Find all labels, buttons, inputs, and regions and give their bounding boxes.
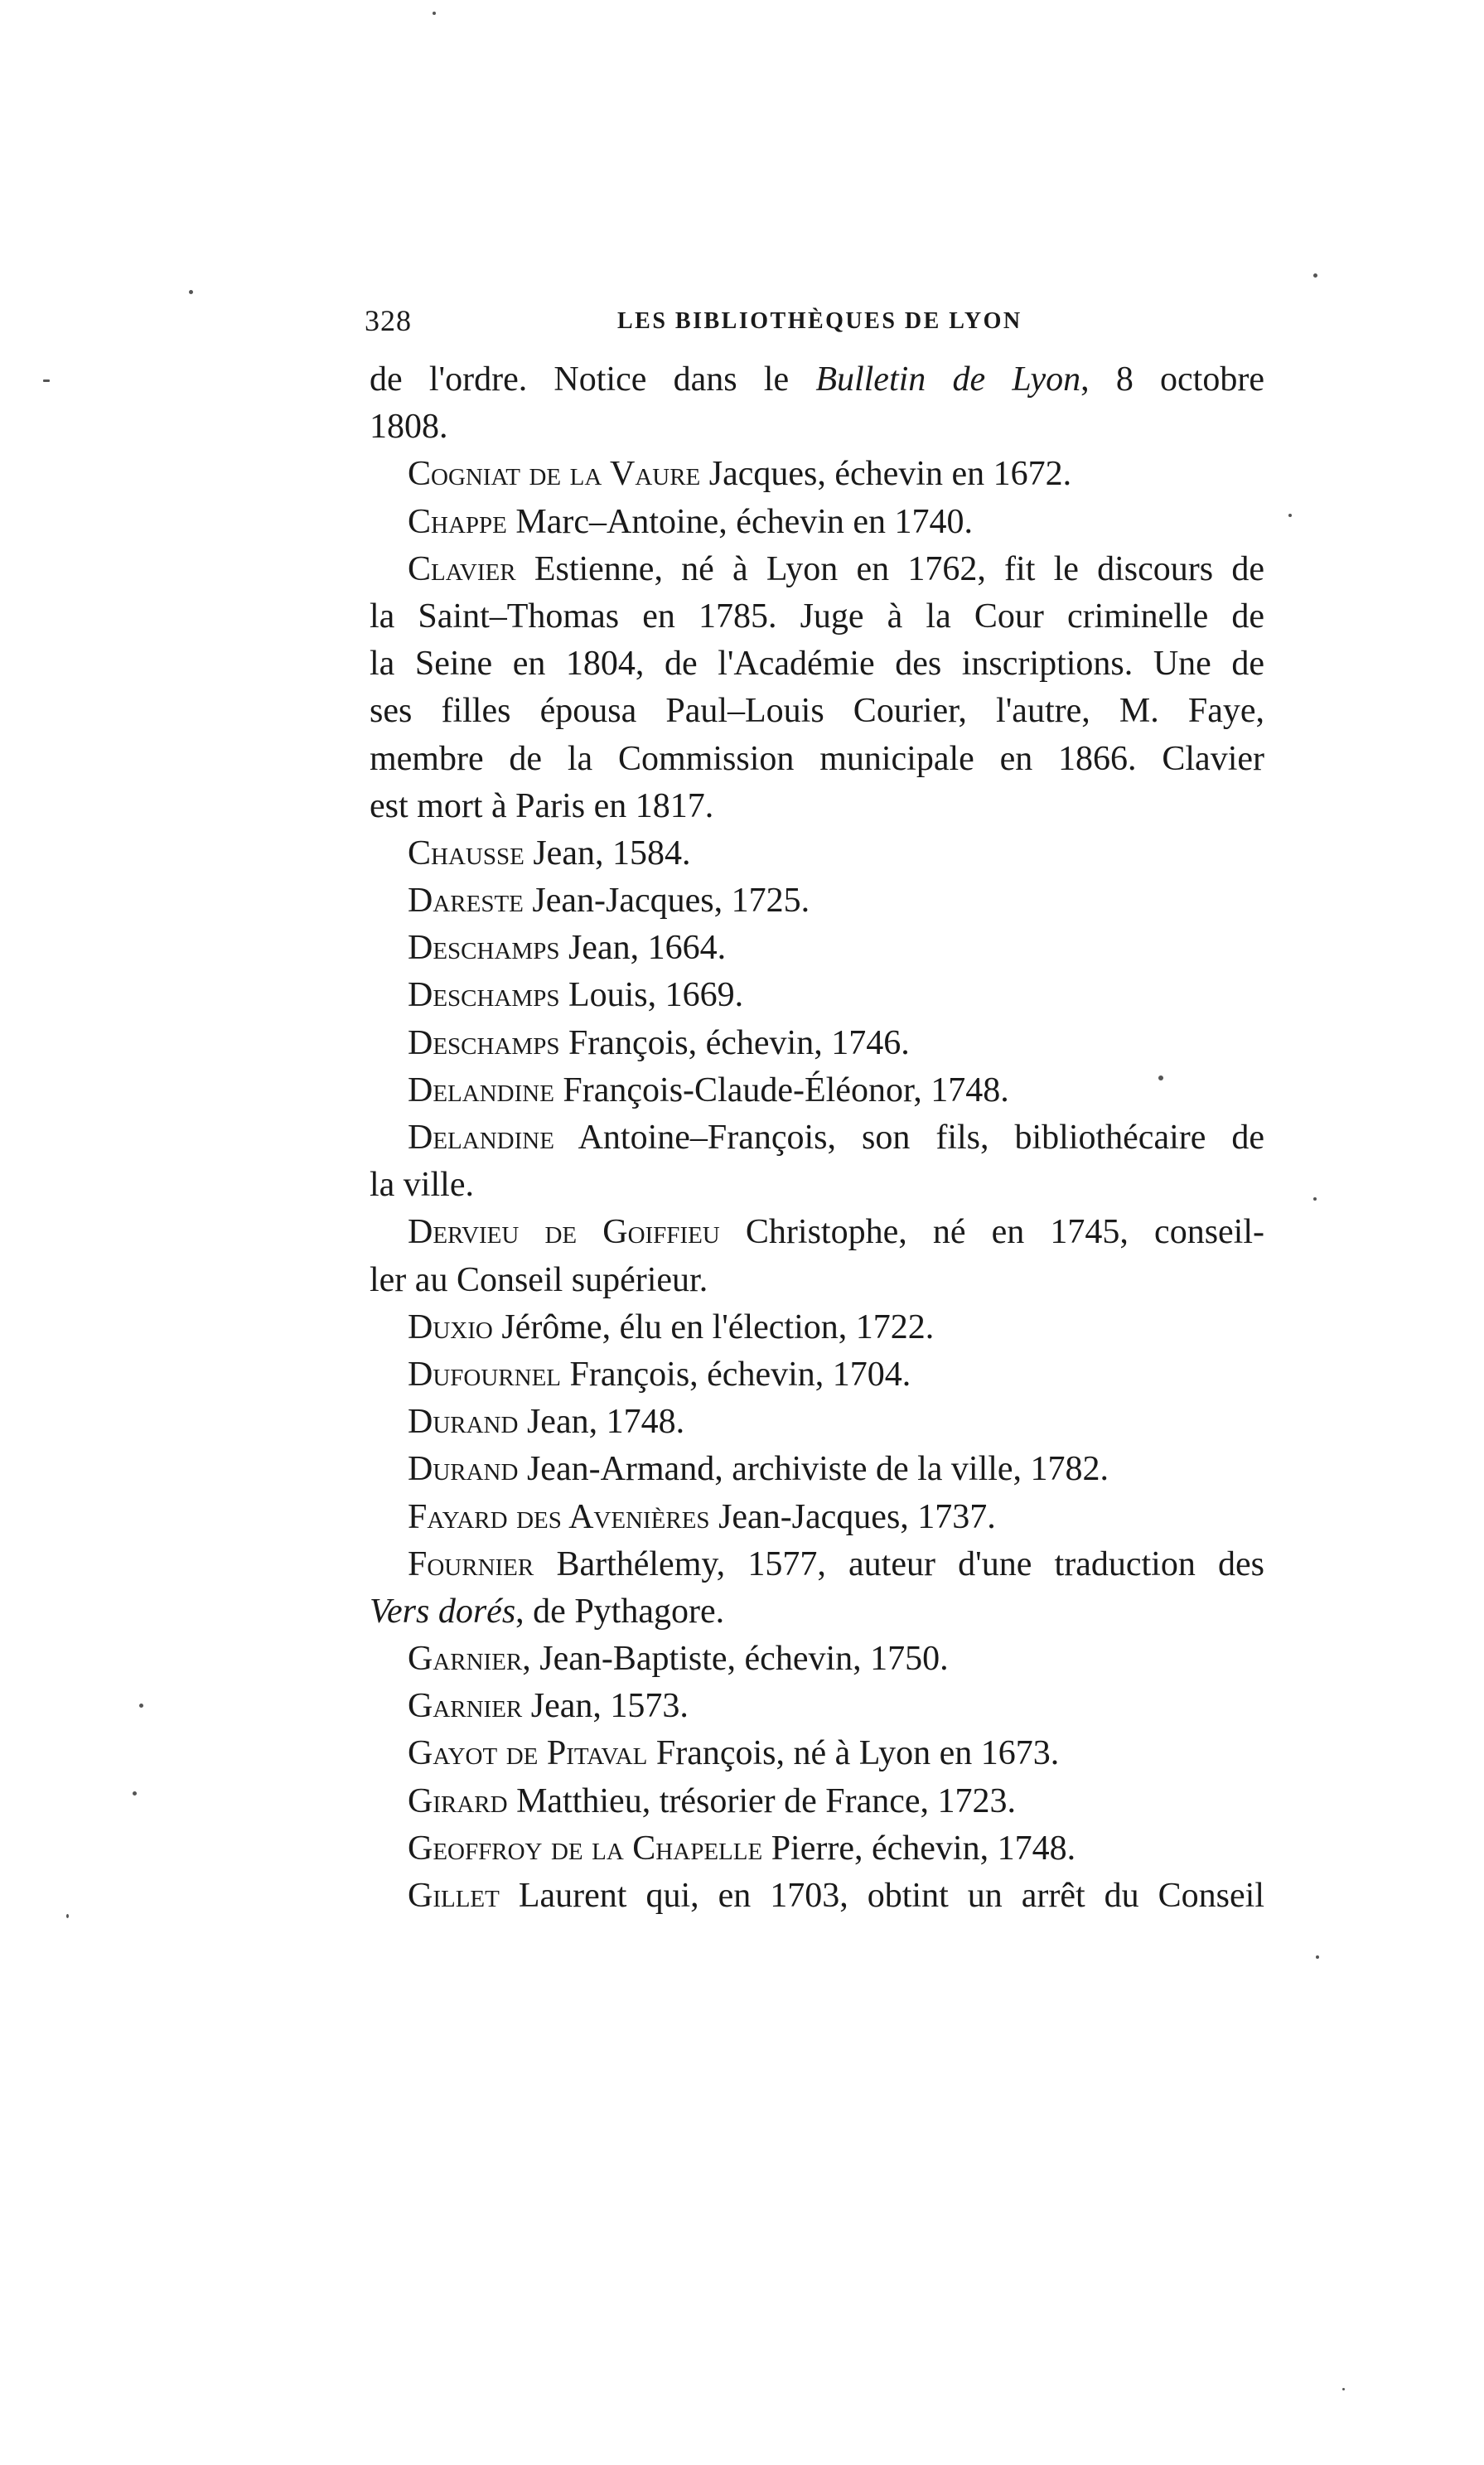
entry-line <box>370 451 1264 498</box>
entry-text: Jean-Jacques, 1737. <box>709 1497 996 1536</box>
entry-text: François, né à Lyon en 1673. <box>647 1734 1060 1773</box>
work-title: Vers dorés <box>370 1592 516 1631</box>
entry-name: Duxio <box>408 1307 493 1346</box>
entry-name: Deschamps <box>408 976 560 1015</box>
entry-text: , de Pythagore. <box>515 1592 725 1631</box>
entry-line <box>370 1541 1264 1588</box>
entry-text: François, échevin, 1746. <box>559 1023 910 1062</box>
entry-line <box>370 1730 1264 1777</box>
entry-text: Jean-Jacques, 1725. <box>523 882 810 921</box>
entry-name: Durand <box>408 1450 519 1489</box>
entry-name: Garnier <box>408 1687 523 1726</box>
paper-speck <box>1158 1075 1163 1080</box>
entry-text: Jean, 1584. <box>524 834 691 872</box>
entry-text: François-Claude-Éléonor, 1748. <box>553 1071 1009 1109</box>
entry-line <box>370 1494 1264 1541</box>
entry-name: Cogniat de la Vaure <box>408 455 701 494</box>
entry-text: Jean, 1664. <box>559 929 727 968</box>
entry-line <box>370 1067 1264 1114</box>
entry-name: Fayard des Avenières <box>408 1497 710 1536</box>
entry-name: Delandine <box>408 1119 554 1157</box>
entry-name: Gillet <box>408 1877 500 1915</box>
entry-line <box>370 1020 1264 1067</box>
entry-name: Durand <box>408 1403 519 1442</box>
entry-line <box>370 546 1264 593</box>
entry-text: Matthieu, trésorier de France, 1723. <box>507 1781 1017 1820</box>
text-line: la ville. <box>370 1166 474 1205</box>
entry-name: Gayot <box>408 1734 498 1773</box>
paper-speck <box>1313 273 1317 278</box>
running-title: LES BIBLIOTHÈQUES DE LYON <box>617 308 1022 334</box>
entry-line <box>370 1683 1264 1730</box>
entry-line <box>370 1351 1264 1399</box>
entry-line <box>370 1825 1264 1873</box>
entry-text: , Jean-Baptiste, échevin, 1750. <box>522 1640 949 1679</box>
paper-speck <box>43 379 50 382</box>
entry-name: Geoffroy de la Chapelle <box>408 1829 763 1868</box>
entry-name: Chausse <box>408 834 524 872</box>
text-span: de l'ordre. Notice dans le <box>370 360 816 399</box>
text-span: , 8 octobre <box>1080 360 1264 399</box>
entry-line <box>370 1114 1264 1162</box>
entry-line <box>370 1209 1264 1256</box>
entry-name: Garnier <box>408 1640 523 1679</box>
paper-speck <box>66 1914 69 1918</box>
text-line: 1808. <box>370 408 448 447</box>
text-line <box>370 1588 1264 1636</box>
entry-name: Fournier <box>408 1544 534 1583</box>
text-line: ses filles épousa Paul–Louis Courier, l'autre, M. Faye, <box>370 692 1264 731</box>
paper-speck <box>1288 514 1292 517</box>
entry-text: Jérôme, élu en l'élection, 1722. <box>492 1307 935 1346</box>
entry-text: Laurent qui, en 1703, obtint un arrêt du Conseil <box>499 1877 1264 1915</box>
entry-line <box>370 1873 1264 1920</box>
paper-speck <box>139 1704 143 1708</box>
page-header <box>365 300 1268 350</box>
entry-text: Jean, 1573. <box>522 1687 689 1726</box>
entry-text: Louis, 1669. <box>559 976 744 1015</box>
entry-text: Pierre, échevin, 1748. <box>762 1829 1076 1868</box>
entry-text: Christophe, né en 1745, conseil- <box>719 1213 1265 1252</box>
entry-name: Deschamps <box>408 929 560 968</box>
text-line: est mort à Paris en 1817. <box>370 786 714 825</box>
publication-title: Bulletin de Lyon <box>815 360 1081 399</box>
entry-line <box>370 877 1264 925</box>
entry-name-particle: de <box>497 1734 547 1773</box>
entry-text: Jean-Armand, archiviste de la ville, 1782. <box>518 1450 1109 1489</box>
entry-text: François, échevin, 1704. <box>561 1355 911 1394</box>
entry-text: Jacques, échevin en 1672. <box>700 455 1072 494</box>
entry-text: Barthélemy, 1577, auteur d'une traduction des <box>534 1544 1264 1583</box>
paper-speck <box>433 12 436 15</box>
entry-text: Estienne, né à Lyon en 1762, fit le discours de <box>515 549 1264 588</box>
paper-speck <box>1316 1955 1319 1959</box>
entry-name: Dareste <box>408 882 524 921</box>
entry-name: Dervieu de Goiffieu <box>408 1213 720 1252</box>
text-line: ler au Conseil supérieur. <box>370 1260 708 1299</box>
entry-name: Deschamps <box>408 1023 560 1062</box>
entry-text: Marc–Antoine, échevin en 1740. <box>506 502 974 541</box>
entry-text: Antoine–François, son fils, bibliothécaire de <box>553 1119 1264 1157</box>
paper-speck <box>133 1791 137 1796</box>
entry-name: Clavier <box>408 549 516 588</box>
entry-name: Chappe <box>408 502 507 541</box>
entry-name: Pitaval <box>546 1734 648 1773</box>
page-number: 328 <box>365 304 412 337</box>
entry-name: Girard <box>408 1781 508 1820</box>
entry-line <box>370 1304 1264 1351</box>
entry-line <box>370 1446 1264 1493</box>
entry-line <box>370 972 1264 1019</box>
text-line <box>370 356 1264 404</box>
paper-speck <box>189 290 193 294</box>
entry-name: Dufournel <box>408 1355 562 1394</box>
text-line: la Saint–Thomas en 1785. Juge à la Cour criminelle de <box>370 597 1264 636</box>
entry-line <box>370 1636 1264 1683</box>
body-text <box>370 356 1264 1920</box>
entry-line <box>370 925 1264 972</box>
paper-speck <box>1342 2388 1345 2390</box>
entry-line <box>370 1778 1264 1825</box>
text-line: la Seine en 1804, de l'Académie des inscriptions. Une de <box>370 645 1264 684</box>
paper-speck <box>1313 1197 1317 1201</box>
entry-line <box>370 499 1264 546</box>
entry-text: Jean, 1748. <box>518 1403 685 1442</box>
entry-name: Delandine <box>408 1071 554 1109</box>
entry-line <box>370 1399 1264 1446</box>
entry-line <box>370 830 1264 877</box>
text-line: membre de la Commission municipale en 1866. Clavier <box>370 739 1264 778</box>
